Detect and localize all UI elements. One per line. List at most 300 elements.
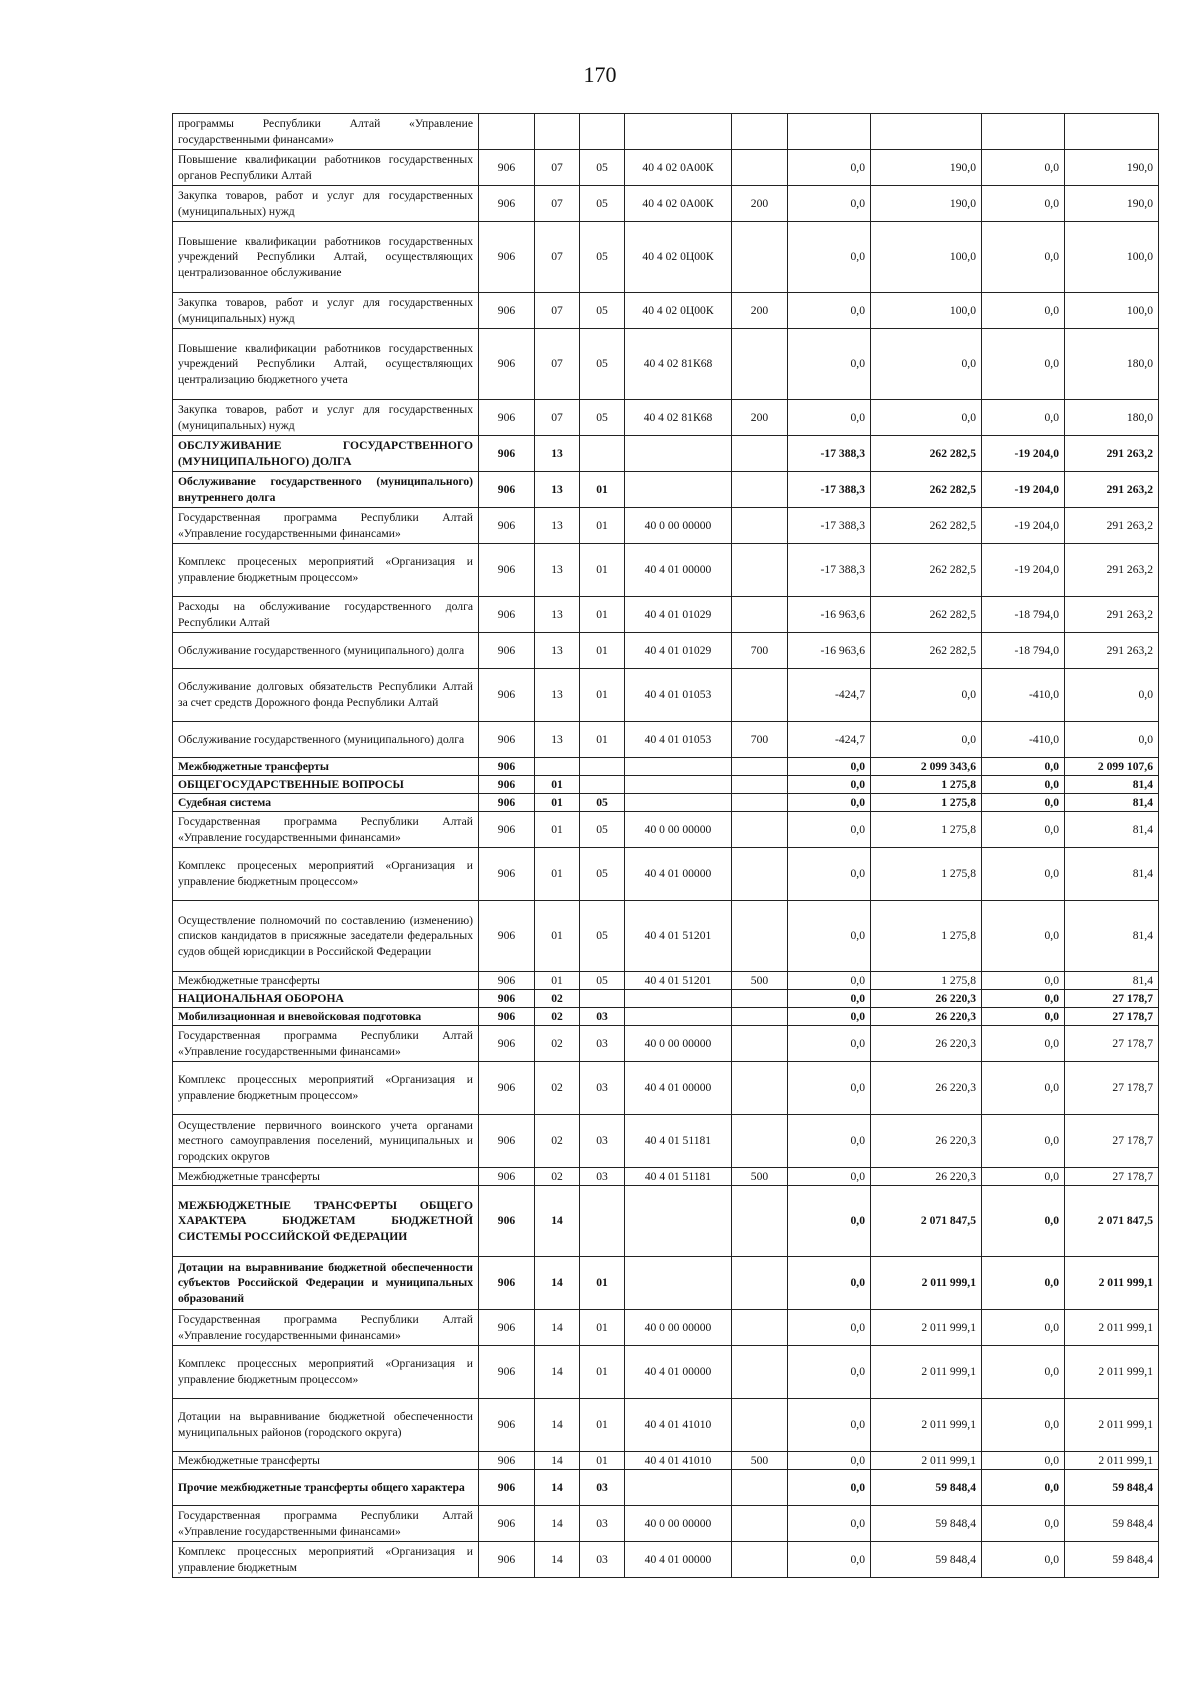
subsection-code: 01 xyxy=(580,472,625,508)
row-name: Комплекс процесеных мероприятий «Организация и управление бюджетным процессом» xyxy=(173,544,479,597)
amount-4: 100,0 xyxy=(1065,293,1159,329)
section-code: 13 xyxy=(535,508,580,544)
section-code: 13 xyxy=(535,633,580,669)
table-row xyxy=(173,812,1159,848)
amount-4: 0,0 xyxy=(1065,722,1159,758)
table-row xyxy=(173,1026,1159,1062)
ministry-code: 906 xyxy=(479,1026,535,1062)
section-code: 13 xyxy=(535,597,580,633)
table-row xyxy=(173,1346,1159,1399)
amount-3 xyxy=(982,114,1065,150)
amount-3: 0,0 xyxy=(982,776,1065,794)
target-article: 40 4 01 41010 xyxy=(625,1399,732,1452)
amount-3: 0,0 xyxy=(982,222,1065,293)
amount-4 xyxy=(1065,114,1159,150)
amount-2: 26 220,3 xyxy=(871,1008,982,1026)
ministry-code: 906 xyxy=(479,508,535,544)
amount-4: 291 263,2 xyxy=(1065,597,1159,633)
ministry-code: 906 xyxy=(479,812,535,848)
expense-type: 500 xyxy=(732,972,788,990)
row-name: Мобилизационная и вневойсковая подготовка xyxy=(173,1008,479,1026)
amount-2: 1 275,8 xyxy=(871,972,982,990)
table-row xyxy=(173,114,1159,150)
ministry-code: 906 xyxy=(479,1506,535,1542)
section-code: 02 xyxy=(535,990,580,1008)
amount-1: 0,0 xyxy=(788,329,871,400)
table-row xyxy=(173,329,1159,400)
ministry-code: 906 xyxy=(479,1542,535,1578)
amount-4: 291 263,2 xyxy=(1065,436,1159,472)
amount-1: 0,0 xyxy=(788,776,871,794)
table-row xyxy=(173,222,1159,293)
section-code: 01 xyxy=(535,776,580,794)
ministry-code: 906 xyxy=(479,544,535,597)
subsection-code: 05 xyxy=(580,972,625,990)
amount-3: -19 204,0 xyxy=(982,544,1065,597)
amount-3: 0,0 xyxy=(982,1168,1065,1186)
ministry-code: 906 xyxy=(479,472,535,508)
amount-2: 262 282,5 xyxy=(871,508,982,544)
amount-1: 0,0 xyxy=(788,1310,871,1346)
table-row xyxy=(173,1008,1159,1026)
section-code xyxy=(535,758,580,776)
amount-3: 0,0 xyxy=(982,972,1065,990)
ministry-code: 906 xyxy=(479,222,535,293)
amount-2: 262 282,5 xyxy=(871,633,982,669)
ministry-code: 906 xyxy=(479,972,535,990)
amount-2: 100,0 xyxy=(871,222,982,293)
section-code: 14 xyxy=(535,1470,580,1506)
amount-2: 262 282,5 xyxy=(871,544,982,597)
row-name: Дотации на выравнивание бюджетной обеспеченности муниципальных районов (городского округа) xyxy=(173,1399,479,1452)
expense-type: 700 xyxy=(732,633,788,669)
amount-1: -17 388,3 xyxy=(788,508,871,544)
row-name: Государственная программа Республики Алтай «Управление государственными финансами» xyxy=(173,812,479,848)
ministry-code: 906 xyxy=(479,848,535,901)
subsection-code: 05 xyxy=(580,794,625,812)
amount-3: 0,0 xyxy=(982,1062,1065,1115)
amount-1: -17 388,3 xyxy=(788,544,871,597)
ministry-code: 906 xyxy=(479,1115,535,1168)
target-article: 40 4 02 0А00К xyxy=(625,150,732,186)
amount-3: 0,0 xyxy=(982,1310,1065,1346)
amount-3: 0,0 xyxy=(982,1026,1065,1062)
expense-type xyxy=(732,150,788,186)
section-code: 07 xyxy=(535,186,580,222)
amount-4: 81,4 xyxy=(1065,972,1159,990)
target-article: 40 4 01 01029 xyxy=(625,597,732,633)
subsection-code: 05 xyxy=(580,329,625,400)
expense-type xyxy=(732,990,788,1008)
expense-type xyxy=(732,1008,788,1026)
target-article xyxy=(625,1257,732,1310)
section-code: 07 xyxy=(535,400,580,436)
section-code: 02 xyxy=(535,1026,580,1062)
subsection-code: 01 xyxy=(580,1452,625,1470)
amount-4: 291 263,2 xyxy=(1065,544,1159,597)
amount-3: 0,0 xyxy=(982,1008,1065,1026)
amount-1: 0,0 xyxy=(788,1399,871,1452)
section-code: 02 xyxy=(535,1008,580,1026)
table-row xyxy=(173,400,1159,436)
ministry-code: 906 xyxy=(479,758,535,776)
expense-type xyxy=(732,1310,788,1346)
amount-4: 2 011 999,1 xyxy=(1065,1399,1159,1452)
amount-1: 0,0 xyxy=(788,1452,871,1470)
expense-type xyxy=(732,1115,788,1168)
row-name: Обслуживание государственного (муниципального) внутреннего долга xyxy=(173,472,479,508)
target-article xyxy=(625,1470,732,1506)
subsection-code: 01 xyxy=(580,669,625,722)
section-code: 07 xyxy=(535,293,580,329)
amount-1: 0,0 xyxy=(788,848,871,901)
amount-1 xyxy=(788,114,871,150)
amount-3: 0,0 xyxy=(982,1115,1065,1168)
row-name: Повышение квалификации работников государственных учреждений Республики Алтай, осуществляющих централизацию бюджетного учета xyxy=(173,329,479,400)
amount-2: 26 220,3 xyxy=(871,1168,982,1186)
table-row xyxy=(173,1062,1159,1115)
amount-2: 26 220,3 xyxy=(871,1026,982,1062)
page-number: 170 xyxy=(583,62,617,87)
expense-type xyxy=(732,794,788,812)
amount-4: 27 178,7 xyxy=(1065,1168,1159,1186)
subsection-code xyxy=(580,776,625,794)
amount-1: 0,0 xyxy=(788,1115,871,1168)
budget-table-body xyxy=(173,114,1159,1578)
section-code: 02 xyxy=(535,1062,580,1115)
amount-1: 0,0 xyxy=(788,1026,871,1062)
subsection-code xyxy=(580,758,625,776)
ministry-code: 906 xyxy=(479,186,535,222)
target-article: 40 4 02 81К68 xyxy=(625,400,732,436)
section-code: 13 xyxy=(535,544,580,597)
amount-2: 26 220,3 xyxy=(871,990,982,1008)
amount-2: 1 275,8 xyxy=(871,794,982,812)
table-row xyxy=(173,848,1159,901)
target-article: 40 4 01 01053 xyxy=(625,669,732,722)
amount-4: 81,4 xyxy=(1065,776,1159,794)
amount-2: 190,0 xyxy=(871,186,982,222)
amount-1: -424,7 xyxy=(788,669,871,722)
amount-2: 190,0 xyxy=(871,150,982,186)
amount-3: 0,0 xyxy=(982,293,1065,329)
ministry-code: 906 xyxy=(479,400,535,436)
amount-3: 0,0 xyxy=(982,1452,1065,1470)
subsection-code: 05 xyxy=(580,186,625,222)
amount-1: 0,0 xyxy=(788,1062,871,1115)
row-name: Государственная программа Республики Алтай «Управление государственными финансами» xyxy=(173,1506,479,1542)
expense-type xyxy=(732,1470,788,1506)
target-article: 40 4 01 00000 xyxy=(625,848,732,901)
amount-1: 0,0 xyxy=(788,901,871,972)
amount-2: 59 848,4 xyxy=(871,1470,982,1506)
subsection-code: 05 xyxy=(580,400,625,436)
row-name: Межбюджетные трансферты xyxy=(173,972,479,990)
table-row xyxy=(173,472,1159,508)
amount-4: 190,0 xyxy=(1065,150,1159,186)
ministry-code: 906 xyxy=(479,1470,535,1506)
ministry-code: 906 xyxy=(479,776,535,794)
subsection-code: 01 xyxy=(580,597,625,633)
amount-4: 81,4 xyxy=(1065,794,1159,812)
section-code: 01 xyxy=(535,812,580,848)
subsection-code: 03 xyxy=(580,1115,625,1168)
amount-1: 0,0 xyxy=(788,222,871,293)
table-row xyxy=(173,1506,1159,1542)
amount-3: -410,0 xyxy=(982,722,1065,758)
ministry-code: 906 xyxy=(479,293,535,329)
section-code: 14 xyxy=(535,1452,580,1470)
expense-type xyxy=(732,848,788,901)
amount-4: 27 178,7 xyxy=(1065,1062,1159,1115)
amount-4: 180,0 xyxy=(1065,329,1159,400)
amount-1: -424,7 xyxy=(788,722,871,758)
expense-type xyxy=(732,114,788,150)
subsection-code: 05 xyxy=(580,222,625,293)
amount-3: 0,0 xyxy=(982,794,1065,812)
amount-1: -16 963,6 xyxy=(788,597,871,633)
ministry-code: 906 xyxy=(479,990,535,1008)
amount-1: 0,0 xyxy=(788,1542,871,1578)
expense-type xyxy=(732,508,788,544)
amount-1: -16 963,6 xyxy=(788,633,871,669)
amount-1: 0,0 xyxy=(788,1257,871,1310)
row-name: Комплекс процессных мероприятий «Организация и управление бюджетным xyxy=(173,1542,479,1578)
amount-4: 0,0 xyxy=(1065,669,1159,722)
amount-4: 2 071 847,5 xyxy=(1065,1186,1159,1257)
amount-2: 59 848,4 xyxy=(871,1506,982,1542)
section-code: 07 xyxy=(535,329,580,400)
target-article xyxy=(625,436,732,472)
amount-3: 0,0 xyxy=(982,186,1065,222)
amount-4: 59 848,4 xyxy=(1065,1542,1159,1578)
subsection-code: 03 xyxy=(580,1506,625,1542)
ministry-code: 906 xyxy=(479,597,535,633)
row-name: Дотации на выравнивание бюджетной обеспеченности субъектов Российской Федерации и муниципальных образований xyxy=(173,1257,479,1310)
amount-2: 2 011 999,1 xyxy=(871,1399,982,1452)
subsection-code: 01 xyxy=(580,633,625,669)
amount-2: 100,0 xyxy=(871,293,982,329)
section-code: 13 xyxy=(535,436,580,472)
amount-1: 0,0 xyxy=(788,990,871,1008)
amount-4: 100,0 xyxy=(1065,222,1159,293)
amount-4: 190,0 xyxy=(1065,186,1159,222)
table-row xyxy=(173,1399,1159,1452)
amount-4: 2 011 999,1 xyxy=(1065,1452,1159,1470)
ministry-code: 906 xyxy=(479,329,535,400)
target-article: 40 4 02 0Ц00К xyxy=(625,293,732,329)
section-code xyxy=(535,114,580,150)
row-name: Повышение квалификации работников государственных учреждений Республики Алтай, осуществляющих централизованное обслуживание xyxy=(173,222,479,293)
target-article: 40 0 00 00000 xyxy=(625,1026,732,1062)
section-code: 01 xyxy=(535,848,580,901)
amount-4: 2 011 999,1 xyxy=(1065,1257,1159,1310)
ministry-code: 906 xyxy=(479,1168,535,1186)
target-article xyxy=(625,990,732,1008)
target-article: 40 4 01 01053 xyxy=(625,722,732,758)
subsection-code xyxy=(580,114,625,150)
amount-2: 1 275,8 xyxy=(871,848,982,901)
amount-3: 0,0 xyxy=(982,1186,1065,1257)
target-article: 40 4 01 01029 xyxy=(625,633,732,669)
row-name: Закупка товаров, работ и услуг для государственных (муниципальных) нужд xyxy=(173,186,479,222)
table-row xyxy=(173,597,1159,633)
target-article xyxy=(625,1008,732,1026)
ministry-code: 906 xyxy=(479,1257,535,1310)
row-name: Закупка товаров, работ и услуг для государственных (муниципальных) нужд xyxy=(173,400,479,436)
amount-3: -18 794,0 xyxy=(982,597,1065,633)
amount-3: 0,0 xyxy=(982,812,1065,848)
expense-type xyxy=(732,544,788,597)
ministry-code: 906 xyxy=(479,150,535,186)
expense-type xyxy=(732,1346,788,1399)
subsection-code: 03 xyxy=(580,1542,625,1578)
ministry-code: 906 xyxy=(479,633,535,669)
amount-1: -17 388,3 xyxy=(788,436,871,472)
amount-3: 0,0 xyxy=(982,1470,1065,1506)
row-name: Комплекс процесеных мероприятий «Организация и управление бюджетным процессом» xyxy=(173,848,479,901)
table-row xyxy=(173,972,1159,990)
ministry-code: 906 xyxy=(479,722,535,758)
section-code: 14 xyxy=(535,1346,580,1399)
table-row xyxy=(173,1168,1159,1186)
amount-4: 27 178,7 xyxy=(1065,1026,1159,1062)
amount-3: 0,0 xyxy=(982,848,1065,901)
row-name: ОБСЛУЖИВАНИЕ ГОСУДАРСТВЕННОГО (МУНИЦИПАЛЬНОГО) ДОЛГА xyxy=(173,436,479,472)
amount-3: 0,0 xyxy=(982,1257,1065,1310)
ministry-code: 906 xyxy=(479,669,535,722)
amount-4: 27 178,7 xyxy=(1065,990,1159,1008)
section-code: 13 xyxy=(535,722,580,758)
ministry-code: 906 xyxy=(479,1008,535,1026)
table-row xyxy=(173,669,1159,722)
row-name: Межбюджетные трансферты xyxy=(173,1168,479,1186)
table-row xyxy=(173,1115,1159,1168)
table-row xyxy=(173,150,1159,186)
amount-2: 59 848,4 xyxy=(871,1542,982,1578)
subsection-code: 03 xyxy=(580,1008,625,1026)
table-row xyxy=(173,1257,1159,1310)
amount-4: 27 178,7 xyxy=(1065,1115,1159,1168)
amount-1: 0,0 xyxy=(788,1168,871,1186)
target-article: 40 0 00 00000 xyxy=(625,1506,732,1542)
expense-type xyxy=(732,1257,788,1310)
ministry-code: 906 xyxy=(479,901,535,972)
amount-4: 59 848,4 xyxy=(1065,1470,1159,1506)
expense-type xyxy=(732,776,788,794)
amount-3: 0,0 xyxy=(982,150,1065,186)
subsection-code: 03 xyxy=(580,1026,625,1062)
expense-type xyxy=(732,758,788,776)
expense-type xyxy=(732,329,788,400)
amount-2: 1 275,8 xyxy=(871,776,982,794)
amount-1: 0,0 xyxy=(788,794,871,812)
amount-1: 0,0 xyxy=(788,400,871,436)
expense-type xyxy=(732,1506,788,1542)
amount-3: 0,0 xyxy=(982,990,1065,1008)
expense-type xyxy=(732,669,788,722)
row-name: Комплекс процессных мероприятий «Организация и управление бюджетным процессом» xyxy=(173,1062,479,1115)
amount-2: 26 220,3 xyxy=(871,1062,982,1115)
amount-1: 0,0 xyxy=(788,150,871,186)
expense-type: 200 xyxy=(732,186,788,222)
expense-type xyxy=(732,1186,788,1257)
row-name: Осуществление полномочий по составлению (изменению) списков кандидатов в присяжные заседатели федеральных судов общей юрисдикции в Российской Федерации xyxy=(173,901,479,972)
target-article: 40 4 01 00000 xyxy=(625,544,732,597)
amount-3: 0,0 xyxy=(982,1506,1065,1542)
table-row xyxy=(173,1310,1159,1346)
target-article: 40 4 01 51181 xyxy=(625,1115,732,1168)
subsection-code: 05 xyxy=(580,812,625,848)
section-code: 07 xyxy=(535,150,580,186)
amount-2: 0,0 xyxy=(871,329,982,400)
amount-2: 2 071 847,5 xyxy=(871,1186,982,1257)
target-article xyxy=(625,114,732,150)
amount-2 xyxy=(871,114,982,150)
amount-3: 0,0 xyxy=(982,329,1065,400)
amount-3: 0,0 xyxy=(982,1542,1065,1578)
target-article: 40 4 01 51201 xyxy=(625,901,732,972)
amount-1: 0,0 xyxy=(788,293,871,329)
amount-1: 0,0 xyxy=(788,1506,871,1542)
amount-2: 2 011 999,1 xyxy=(871,1346,982,1399)
amount-3: 0,0 xyxy=(982,1346,1065,1399)
expense-type: 500 xyxy=(732,1168,788,1186)
expense-type xyxy=(732,1062,788,1115)
target-article xyxy=(625,776,732,794)
table-row xyxy=(173,722,1159,758)
ministry-code: 906 xyxy=(479,1062,535,1115)
subsection-code: 05 xyxy=(580,293,625,329)
ministry-code: 906 xyxy=(479,1399,535,1452)
table-row xyxy=(173,436,1159,472)
target-article: 40 0 00 00000 xyxy=(625,508,732,544)
target-article: 40 4 02 0Ц00К xyxy=(625,222,732,293)
section-code: 02 xyxy=(535,1168,580,1186)
ministry-code: 906 xyxy=(479,1310,535,1346)
table-row xyxy=(173,544,1159,597)
ministry-code: 906 xyxy=(479,1346,535,1399)
row-name: Повышение квалификации работников государственных органов Республики Алтай xyxy=(173,150,479,186)
amount-1: 0,0 xyxy=(788,1008,871,1026)
expense-type xyxy=(732,901,788,972)
amount-4: 291 263,2 xyxy=(1065,472,1159,508)
target-article: 40 0 00 00000 xyxy=(625,1310,732,1346)
row-name: Государственная программа Республики Алтай «Управление государственными финансами» xyxy=(173,1310,479,1346)
amount-1: 0,0 xyxy=(788,186,871,222)
amount-1: 0,0 xyxy=(788,1186,871,1257)
amount-2: 26 220,3 xyxy=(871,1115,982,1168)
amount-3: -19 204,0 xyxy=(982,508,1065,544)
amount-4: 81,4 xyxy=(1065,901,1159,972)
table-row xyxy=(173,508,1159,544)
section-code: 13 xyxy=(535,472,580,508)
subsection-code: 03 xyxy=(580,1062,625,1115)
amount-2: 0,0 xyxy=(871,400,982,436)
amount-2: 1 275,8 xyxy=(871,901,982,972)
table-row xyxy=(173,633,1159,669)
target-article xyxy=(625,1186,732,1257)
ministry-code: 906 xyxy=(479,1452,535,1470)
subsection-code xyxy=(580,436,625,472)
amount-4: 81,4 xyxy=(1065,812,1159,848)
table-row xyxy=(173,1452,1159,1470)
row-name: МЕЖБЮДЖЕТНЫЕ ТРАНСФЕРТЫ ОБЩЕГО ХАРАКТЕРА БЮДЖЕТАМ БЮДЖЕТНОЙ СИСТЕМЫ РОССИЙСКОЙ ФЕДЕРАЦИИ xyxy=(173,1186,479,1257)
subsection-code: 01 xyxy=(580,544,625,597)
amount-3: -18 794,0 xyxy=(982,633,1065,669)
section-code: 14 xyxy=(535,1310,580,1346)
table-row xyxy=(173,794,1159,812)
